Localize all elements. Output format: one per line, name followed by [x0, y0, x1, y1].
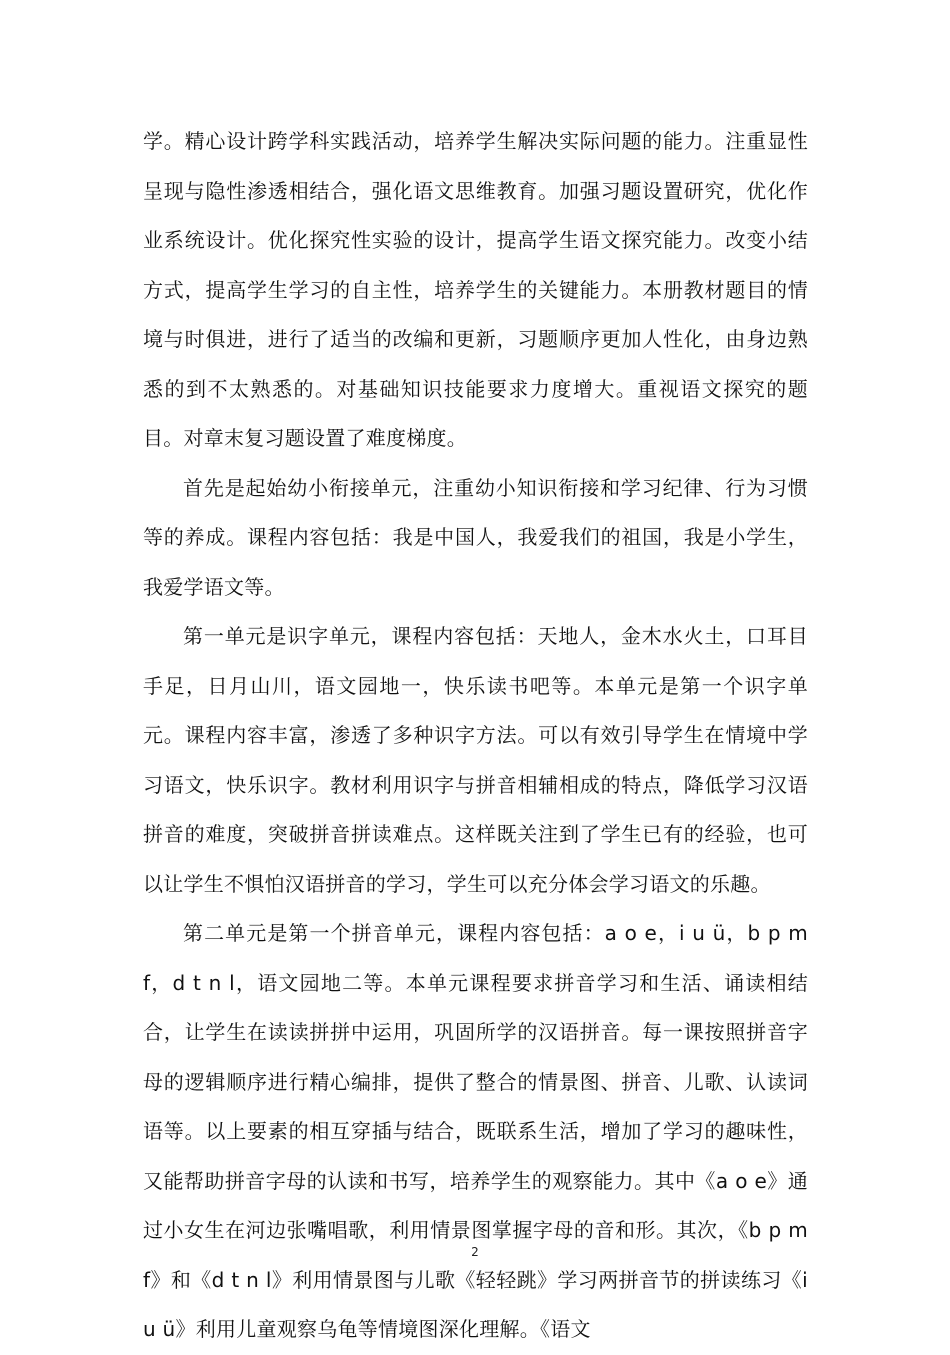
body-text — [143, 117, 808, 1355]
paragraph-unit-one: 第一单元是识字单元，课程内容包括：天地人，金木水火土，口耳目手足，日月山川，语文园地一，快乐读书吧等。本单元是第一个识字单元。课程内容丰富，渗透了多种识字方法。可以有效引导学生在情境中学习语文，快乐识字。教材利用识字与拼音相辅相成的特点，降低学习汉语拼音的难度，突破拼音拼读难点。这样既关注到了学生已有的经验，也可以让学生不惧怕汉语拼音的学习，学生可以充分体会学习语文的乐趣。 — [143, 624, 808, 896]
page-number: 2 — [471, 1245, 479, 1259]
paragraph-transition-unit: 首先是起始幼小衔接单元，注重幼小知识衔接和学习纪律、行为习惯等的养成。课程内容包括：我是中国人，我爱我们的祖国，我是小学生，我爱学语文等。 — [143, 475, 808, 599]
paragraph-unit-two: 第二单元是第一个拼音单元，课程内容包括：a o e，i u ü，b p m f，d t n l，语文园地二等。本单元课程要求拼音学习和生活、诵读相结合，让学生在读读拼拼中运用，巩固所学的汉语拼音。每一课按照拼音字母的逻辑顺序进行精心编排，提供了整合的情景图、拼音、儿歌、认读词语等。以上要素的相互穿插与结合，既联系生活，增加了学习的趣味性，又能帮助拼音字母的认读和书写，培养学生的观察能力。其中《a o e》通过小女生在河边张嘴唱歌，利用情景图掌握字母的音和形。其次，《b p m f》和《d t n l》利用情景图与儿歌《轻轻跳》学习两拼音节的拼读练习《i u ü》利用儿童观察乌龟等情境图深化理解。《语文 — [143, 921, 808, 1341]
paragraph-continuation: 学。精心设计跨学科实践活动，培养学生解决实际问题的能力。注重显性呈现与隐性渗透相结合，强化语文思维教育。加强习题设置研究，优化作业系统设计。优化探究性实验的设计，提高学生语文探究能力。改变小结方式，提高学生学习的自主性，培养学生的关键能力。本册教材题目的情境与时俱进，进行了适当的改编和更新，习题顺序更加人性化，由身边熟悉的到不太熟悉的。对基础知识技能要求力度增大。重视语文探究的题目。对章末复习题设置了难度梯度。 — [143, 129, 808, 450]
